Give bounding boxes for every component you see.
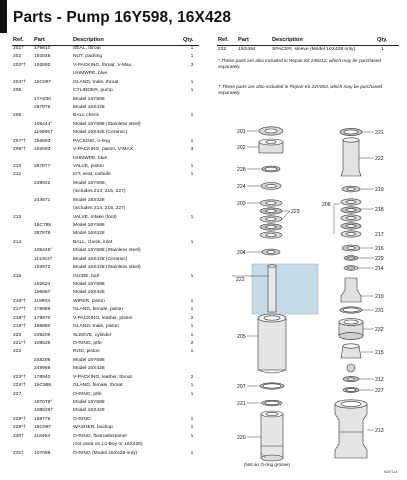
description-cell: O-RING, ptfe xyxy=(73,341,102,347)
description-cell: UHMWPE, blue xyxy=(73,155,108,161)
callout-201: 201 xyxy=(237,129,246,135)
description-header-right: Description xyxy=(272,37,303,43)
part-cell: 15C988 xyxy=(34,383,52,389)
part-cell: 107098 xyxy=(34,450,51,456)
description-cell: Model 16X428 (Ceramic) xyxy=(73,130,128,136)
callout-219: 219 xyxy=(375,187,384,193)
part-cell: 111453† xyxy=(34,256,53,262)
ref-header: Ref. xyxy=(13,37,24,43)
callout-221: 221 xyxy=(237,401,246,407)
qty-cell: 2 xyxy=(190,315,194,321)
description-cell: SEAL, throat xyxy=(73,46,101,51)
table-row xyxy=(0,290,200,296)
qty-cell: 1 xyxy=(190,307,194,313)
qty-cell: 2 xyxy=(190,374,194,380)
table-row xyxy=(0,71,200,77)
qty-cell: 1 xyxy=(190,425,194,431)
table-row xyxy=(0,215,200,221)
repair-kit-note: * These parts are also included in Repair Kit 248212, which may be purchased separately. xyxy=(218,58,381,70)
part-cell: 108526† xyxy=(34,408,54,414)
description-cell: Model 16Y598 xyxy=(73,223,105,229)
description-cell: GLAND, male, throat xyxy=(73,79,119,85)
callout-205: 205 xyxy=(237,334,246,340)
ref-header-right: Ref. xyxy=(218,37,229,43)
qty-cell: 2 xyxy=(190,341,194,347)
table-row xyxy=(0,366,200,372)
qty-cell: 1 xyxy=(190,273,194,279)
table-row xyxy=(0,282,200,288)
description-cell: O-RING, fluoroelastomer xyxy=(73,433,128,439)
description-cell: Model 16Y598 (Stainless steel) xyxy=(73,248,141,254)
qty-cell: 1 xyxy=(190,298,194,304)
qty-cell: 1 xyxy=(190,54,194,60)
table-row xyxy=(0,46,407,53)
callout-217: 217 xyxy=(375,232,384,238)
table-row xyxy=(0,274,200,280)
part-cell: 287876 xyxy=(34,105,51,110)
table-row xyxy=(0,206,200,212)
part-cell: 15C997 xyxy=(34,425,52,431)
table-row xyxy=(0,105,200,111)
ref-cell: 203*† xyxy=(13,62,26,68)
callout-223: 223 xyxy=(291,209,300,215)
qty-header: Qty. xyxy=(183,37,194,43)
callout-207: 207 xyxy=(237,384,246,390)
qty-cell: 1 xyxy=(381,47,384,52)
table-row xyxy=(0,80,200,86)
part-cell: 192624 xyxy=(34,282,51,288)
description-cell: Model 16Y598 xyxy=(73,96,105,102)
part-cell: 239922 xyxy=(34,180,51,186)
qty-cell: 1 xyxy=(190,79,194,85)
callout-202: 202 xyxy=(237,145,246,151)
ref-cell: 213 xyxy=(13,214,22,220)
table-row xyxy=(0,324,200,330)
part-cell: 244671 xyxy=(34,197,51,203)
qty-cell: 1 xyxy=(190,324,194,330)
ref-cell: 207*† xyxy=(13,138,26,144)
table-row xyxy=(0,172,200,178)
table-row xyxy=(0,442,200,448)
ref-cell: 223*† xyxy=(13,374,26,380)
part-cell: 192692 xyxy=(34,62,51,68)
qty-cell: 3 xyxy=(190,147,194,153)
qty-cell: 3 xyxy=(190,62,194,68)
header-bar xyxy=(0,0,7,33)
part-cell: 193046 xyxy=(34,54,51,60)
part-cell: 178940 xyxy=(34,374,51,380)
table-row xyxy=(0,434,200,440)
ref-cell: 204*† xyxy=(13,79,26,85)
qty-cell: 1 xyxy=(190,383,194,389)
qty-cell: 1 xyxy=(190,450,194,456)
callout-208: 208 xyxy=(322,202,331,208)
table-row xyxy=(0,156,200,162)
table-row xyxy=(0,349,200,355)
ref-cell: 202 xyxy=(13,54,22,60)
description-cell: Model 16X428 xyxy=(73,197,105,203)
ref-cell: 205 xyxy=(13,88,22,94)
description-cell: VALVE, intake (foot) xyxy=(73,214,117,220)
description-cell: UHMWPE, blue xyxy=(73,71,108,77)
description-cell: Model 16X428 xyxy=(73,408,105,414)
part-cell: 118903 xyxy=(34,298,50,304)
table-row xyxy=(0,88,200,94)
description-cell: ROD, piston xyxy=(73,349,100,355)
table-row xyxy=(0,122,200,128)
qty-cell: 1 xyxy=(190,138,194,144)
qty-cell: 1 xyxy=(190,349,194,355)
callout-203: 203 xyxy=(237,201,246,207)
callout-227: 227 xyxy=(375,388,384,394)
ref-cell: 229*† xyxy=(13,425,26,431)
ref-cell: 208*† xyxy=(13,147,26,153)
qty-cell: 1 xyxy=(190,46,194,51)
ref-cell: 217*† xyxy=(13,307,26,313)
table-row xyxy=(0,417,200,423)
description-cell: Model 16X428 (Stainless steel) xyxy=(73,265,141,271)
qty-cell: 1 xyxy=(190,239,194,245)
part-cell: 156593 xyxy=(34,138,51,144)
repair-kit-note: † These parts are also included in Repair Kit 24V063, which may be purchased separately. xyxy=(218,84,383,96)
part-cell: 158776 xyxy=(34,416,51,422)
part-cell: 102972 xyxy=(34,265,51,271)
description-cell: Model 16X428 (Ceramic) xyxy=(73,256,128,262)
ref-cell: 214 xyxy=(13,239,22,245)
description-cell: (includes 214, 215, 227) xyxy=(73,189,126,195)
description-cell: Model 16X428 xyxy=(73,105,105,110)
table-row xyxy=(0,147,200,153)
description-cell: GLAND, female, piston xyxy=(73,307,124,313)
table-row xyxy=(0,333,200,339)
description-cell: Model 16Y598 (Stainless steel) xyxy=(73,121,141,127)
ref-cell: 230† xyxy=(13,433,24,439)
callout-232: 232 xyxy=(375,327,384,333)
table-row xyxy=(0,164,200,170)
callout-214: 214 xyxy=(375,266,384,272)
part-cell: 178970 xyxy=(34,315,51,321)
table-row xyxy=(0,54,200,60)
callout-224: 224 xyxy=(237,184,246,190)
description-cell: (not used on Lo-Boy or 16X428) xyxy=(73,442,143,448)
ref-cell: 201† xyxy=(13,46,24,51)
qty-cell: 1 xyxy=(190,113,194,119)
description-cell: VALVE, piston xyxy=(73,164,104,170)
ref-cell: 218*† xyxy=(13,315,26,321)
description-cell: BALL, check, inlet xyxy=(73,239,113,245)
part-cell: 196880 xyxy=(34,324,51,330)
callout-210: 210 xyxy=(375,294,384,300)
table-row xyxy=(0,425,200,431)
callout-204: 204 xyxy=(237,250,246,256)
callout-213: 213 xyxy=(375,428,384,434)
description-cell: O-RING xyxy=(73,416,91,422)
part-cell: 179810 xyxy=(34,46,51,51)
description-cell: Model 16Y598 xyxy=(73,357,105,363)
description-cell: V-PACKING, leather, piston xyxy=(73,315,133,321)
qty-cell: 1 xyxy=(190,214,194,220)
callout-221: 221 xyxy=(375,130,384,136)
callout-231: 231 xyxy=(375,308,384,314)
callout-228: 228 xyxy=(237,167,246,173)
table-row xyxy=(0,63,200,69)
description-cell: WASHER, backup xyxy=(73,425,113,431)
description-cell: SLEEVE, cylinder xyxy=(73,332,112,338)
description-cell: Model 16Y598 xyxy=(73,282,105,288)
description-cell: GLAND, male, piston xyxy=(73,324,119,330)
part-cell: 196967 xyxy=(34,290,51,296)
table-row xyxy=(0,299,200,305)
part-cell: 15C785 xyxy=(34,223,52,229)
part-cell: 17A030 xyxy=(34,96,51,102)
table-row xyxy=(0,231,200,237)
ref-cell: 231† xyxy=(13,450,24,456)
part-cell: 107079° xyxy=(34,400,53,406)
part-cell: 287878 xyxy=(34,231,51,237)
ref-cell: 206 xyxy=(13,113,22,119)
description-cell: PACKING, o-ring xyxy=(73,138,110,144)
ref-cell: 212 xyxy=(13,172,22,178)
ref-cell: 221*† xyxy=(13,341,26,347)
callout-220: 220 xyxy=(237,435,246,441)
exploded-parts-diagram xyxy=(206,116,407,480)
table-row xyxy=(0,316,200,322)
callout-229: 229 xyxy=(375,256,384,262)
callout-222: 222 xyxy=(236,277,245,283)
page-title: Parts - Pump 16Y598, 16X428 xyxy=(13,9,232,26)
part-cell: 248206 xyxy=(34,357,51,363)
description-cell: (includes 214, 215, 227) xyxy=(73,206,126,212)
table-row xyxy=(0,240,200,246)
document-code: ti20711a xyxy=(384,470,398,474)
qty-cell: 1 xyxy=(190,416,194,422)
qty-cell: 1 xyxy=(190,332,194,338)
qty-cell: 1 xyxy=(190,172,194,178)
table-row xyxy=(0,223,200,229)
part-header: Part xyxy=(34,37,45,43)
description-cell: Model 16X428 xyxy=(73,366,105,372)
qty-header-right: Qty. xyxy=(377,37,388,43)
part-cell: 248209 xyxy=(34,332,51,338)
callout-216: 216 xyxy=(375,246,384,252)
part-cell: 118494 xyxy=(34,433,50,439)
table-row xyxy=(0,392,200,398)
table-row xyxy=(0,400,200,406)
description-cell: Model 16Y598 xyxy=(73,400,105,406)
groove-note: (Not an O-ring groove) xyxy=(244,462,290,467)
description-cell: WIPER, piston xyxy=(73,298,105,304)
table-row xyxy=(0,383,200,389)
description-cell: SPACER, sleeve (Model 16X428 only) xyxy=(272,47,356,52)
ref-cell: 219*† xyxy=(13,324,26,330)
ref-cell: 215 xyxy=(13,273,22,279)
table-row xyxy=(0,257,200,263)
part-cell: 192693 xyxy=(34,147,51,153)
description-cell: GLAND, female, throat xyxy=(73,383,123,389)
part-cell: 178969 xyxy=(34,307,51,313)
table-row xyxy=(0,451,200,457)
description-cell: Model 16X428 xyxy=(73,290,105,296)
callout-212: 212 xyxy=(375,377,384,383)
callout-222: 222 xyxy=(375,156,384,162)
qty-cell: 1 xyxy=(190,88,194,94)
ref-cell: 210 xyxy=(13,164,22,170)
part-cell: 249969 xyxy=(34,366,51,372)
table-row xyxy=(0,139,200,145)
table-row xyxy=(0,248,200,254)
description-cell: CYLINDER, pump xyxy=(73,88,113,94)
part-cell: 108526 xyxy=(34,341,51,347)
table-row xyxy=(0,130,200,136)
description-header: Description xyxy=(73,37,104,43)
callout-215: 215 xyxy=(375,350,384,356)
table-row xyxy=(0,408,200,414)
table-row xyxy=(0,113,200,119)
description-cell: V-PACKING, leather, throat xyxy=(73,374,132,380)
callout-218: 218 xyxy=(375,207,384,213)
description-cell: Model 16X428 xyxy=(73,231,105,237)
ref-cell: 222 xyxy=(13,349,22,355)
table-row xyxy=(0,375,200,381)
qty-cell: 1 xyxy=(190,391,194,397)
table-row xyxy=(0,307,200,313)
table-row xyxy=(0,189,200,195)
table-row xyxy=(0,265,200,271)
part-cell: 287877 xyxy=(34,164,51,170)
description-cell: NUT, packing xyxy=(73,54,103,60)
description-cell: GUIDE, ball xyxy=(73,273,99,279)
part-cell: 15G494 xyxy=(238,47,256,52)
qty-cell: 1 xyxy=(190,164,194,170)
part-header-right: Part xyxy=(238,37,249,43)
description-cell: Model 16Y598, xyxy=(73,180,106,186)
ref-cell: 232 xyxy=(218,47,227,52)
description-cell: BALL check xyxy=(73,113,99,119)
part-cell: 119059† xyxy=(34,130,53,136)
table-row xyxy=(0,181,200,187)
description-cell: V-PACKING, piston, V-MAX, xyxy=(73,147,135,153)
description-cell: O-RING, ptfe xyxy=(73,391,102,397)
ref-cell: 227 xyxy=(13,391,22,397)
table-row xyxy=(0,198,200,204)
description-cell: V-PACKING, throat, V-Max, xyxy=(73,62,133,68)
ref-cell: 228*† xyxy=(13,416,26,422)
description-cell: O-RING (Model 16X428 only) xyxy=(73,450,138,456)
description-cell: KIT, seat, carbide xyxy=(73,172,111,178)
table-row xyxy=(0,358,200,364)
part-cell: 15C987 xyxy=(34,79,52,85)
part-cell: 105444° xyxy=(34,121,53,127)
table-row xyxy=(0,97,200,103)
ref-cell: 220 xyxy=(13,332,22,338)
ref-cell: 216*† xyxy=(13,298,26,304)
qty-cell: 1 xyxy=(190,433,194,439)
ref-cell: 224*† xyxy=(13,383,26,389)
table-row xyxy=(0,341,200,347)
part-cell: 105445° xyxy=(34,248,53,254)
